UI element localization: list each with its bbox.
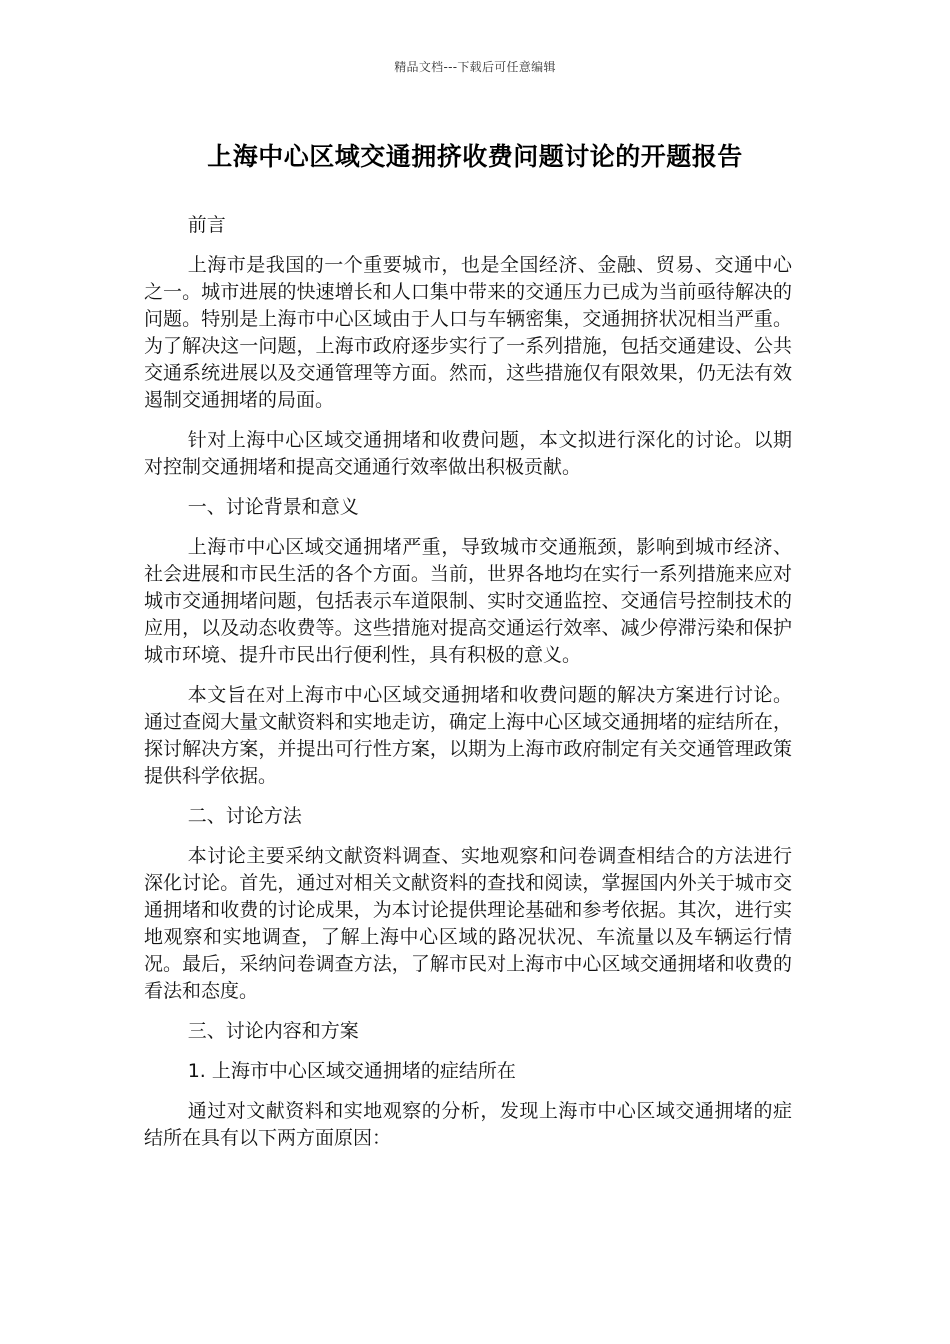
paragraph: 本讨论主要采纳文献资料调查、实地观察和问卷调查相结合的方法进行深化讨论。首先，通过对相关文献资料的查找和阅读，掌握国内外关于城市交通拥堵和收费的讨论成果，为本讨论提供理论基础和参考依据。其次，进行实地观察和实地调查，了解上海中心区域的路况状况、车流量以及车辆运行情况。最后，采纳问卷调查方法，了解市民对上海市中心区域交通拥堵和收费的看法和态度。 [144, 845, 792, 1002]
section-heading-content: 三、讨论内容和方案 [187, 1020, 359, 1042]
paragraph: 针对上海中心区域交通拥堵和收费问题，本文拟进行深化的讨论。以期对控制交通拥堵和提高交通通行效率做出积极贡献。 [144, 429, 792, 478]
document-title: 上海中心区域交通拥挤收费问题讨论的开题报告 [207, 142, 743, 171]
document-body [144, 212, 792, 1165]
section-heading-method: 二、讨论方法 [187, 805, 302, 827]
subsection-heading: 1. 上海市中心区域交通拥堵的症结所在 [187, 1060, 516, 1082]
section-heading-background: 一、讨论背景和意义 [187, 496, 359, 518]
paragraph: 本文旨在对上海市中心区域交通拥堵和收费问题的解决方案进行讨论。通过查阅大量文献资料和实地走访，确定上海中心区域交通拥堵的症结所在，探讨解决方案，并提出可行性方案，以期为上海市政府制定有关交通管理政策提供科学依据。 [144, 684, 792, 787]
paragraph: 上海市中心区域交通拥堵严重，导致城市交通瓶颈，影响到城市经济、社会进展和市民生活的各个方面。当前，世界各地均在实行一系列措施来应对城市交通拥堵问题，包括表示车道限制、实时交通监控、交通信号控制技术的应用，以及动态收费等。这些措施对提高交通运行效率、减少停滞污染和保护城市环境、提升市民出行便利性，具有积极的意义。 [144, 536, 792, 666]
section-heading-preface: 前言 [187, 214, 226, 236]
header-note: 精品文档---下载后可任意编辑 [394, 60, 556, 74]
paragraph: 上海市是我国的一个重要城市，也是全国经济、金融、贸易、交通中心之一。城市进展的快速增长和人口集中带来的交通压力已成为当前亟待解决的问题。特别是上海市中心区域由于人口与车辆密集，交通拥挤状况相当严重。为了解决这一问题，上海市政府逐步实行了一系列措施，包括交通建设、公共交通系统进展以及交通管理等方面。然而，这些措施仅有限效果，仍无法有效遏制交通拥堵的局面。 [144, 254, 792, 411]
paragraph: 通过对文献资料和实地观察的分析，发现上海市中心区域交通拥堵的症结所在具有以下两方面原因： [144, 1100, 792, 1149]
